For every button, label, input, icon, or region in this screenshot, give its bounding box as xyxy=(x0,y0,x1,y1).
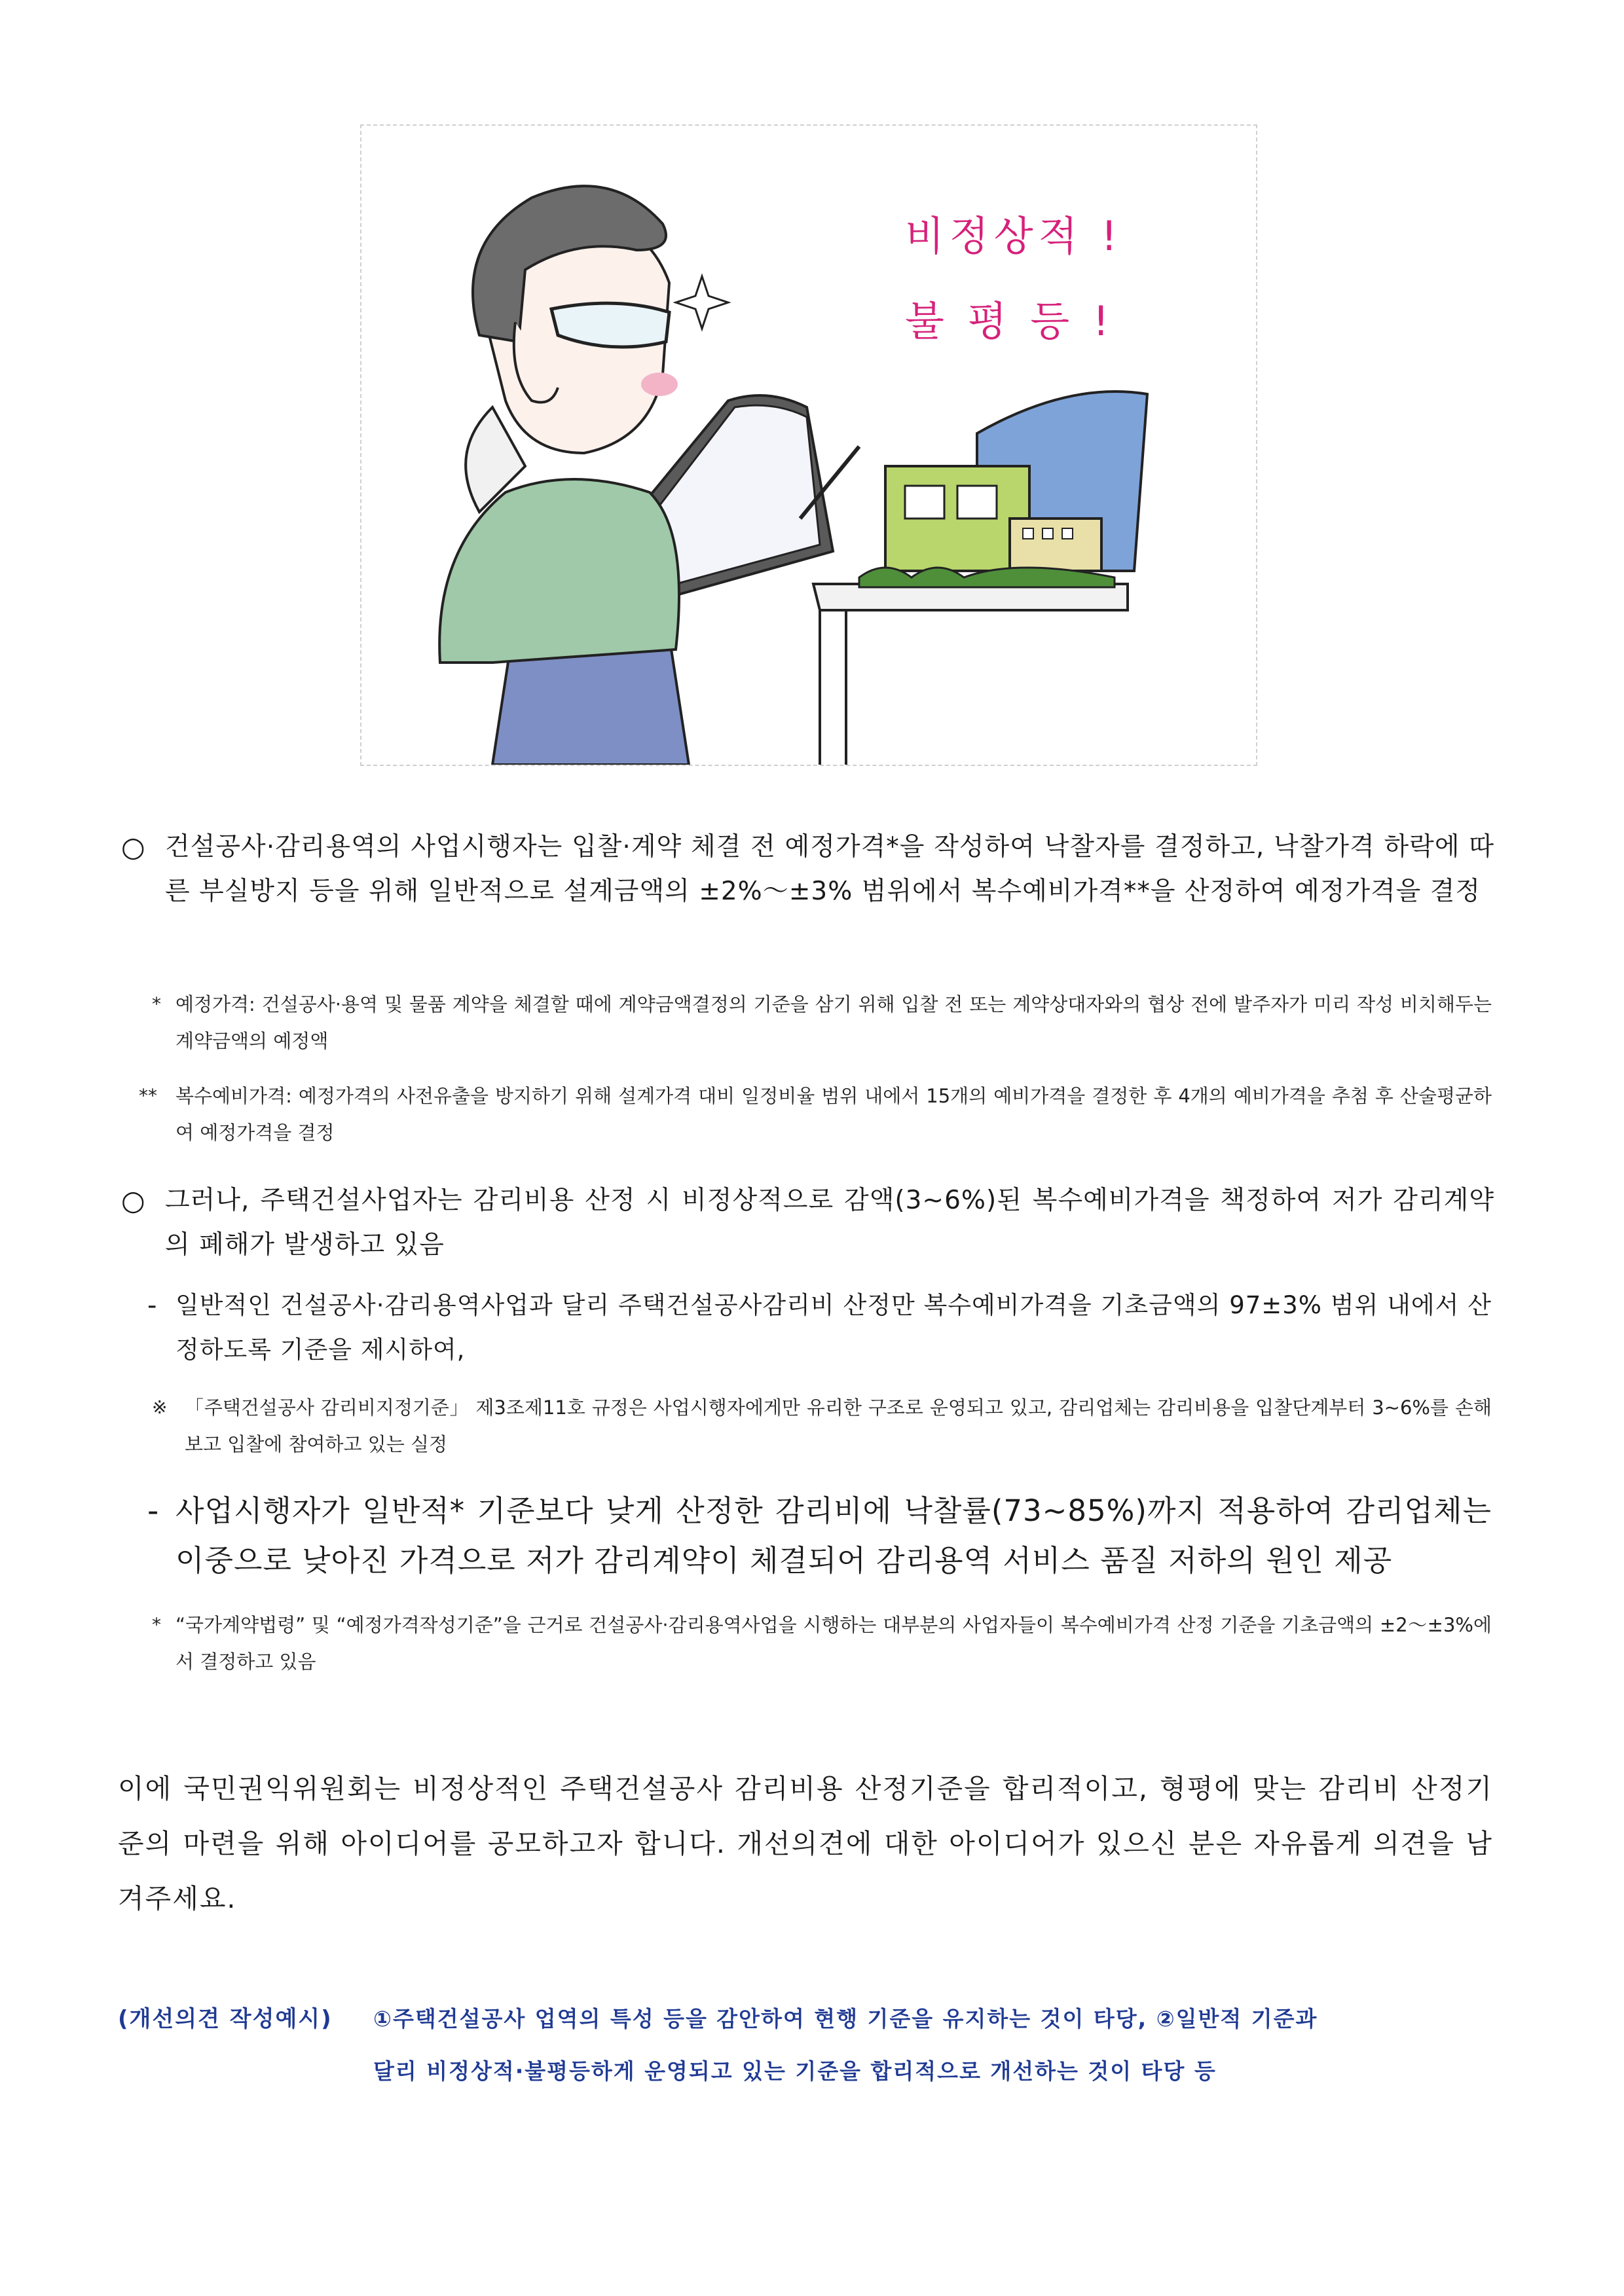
section1-bullet: ○ xyxy=(121,831,145,863)
example-line1: ①주택건설공사 업역의 특성 등을 감안하여 현행 기준을 유지하는 것이 타당, ②일반적 기준과 xyxy=(373,2006,1318,2032)
sub2-note-mark: * xyxy=(152,1614,161,1635)
ref-text: 「주택건설공사 감리비지정기준」 제3조제11호 규정은 사업시행자에게만 유리한 구조로 운영되고 있고, 감리업체는 감리비용을 입찰단계부터 3~6%를 손해보고 입찰에 참여하고 있는 실정 xyxy=(185,1396,1492,1455)
note2-text: 복수예비가격: 예정가격의 사전유출을 방지하기 위해 설계가격 대비 일정비율 범위 내에서 15개의 예비가격을 결정한 후 4개의 예비가격을 추첨 후 산술평균하여 예정가격을 결정 xyxy=(175,1085,1492,1144)
section1-text: 건설공사·감리용역의 사업시행자는 입찰·계약 체결 전 예정가격*을 작성하여 낙찰자를 결정하고, 낙찰가격 하락에 따른 부실방지 등을 위해 일반적으로 설계금액의 ±2%～±3% 범위에서 복수예비가격**을 산정하여 예정가격을 결정 xyxy=(165,832,1494,906)
cartoon-illustration xyxy=(361,126,1256,765)
illustration-frame xyxy=(360,124,1257,766)
sub2-note-text: “국가계약법령” 및 “예정가격작성기준”을 근거로 건설공사·감리용역사업을 시행하는 대부분의 사업자들이 복수예비가격 산정 기준을 기초금액의 ±2～±3%에서 결정하고 있음 xyxy=(175,1614,1492,1673)
note1-mark: * xyxy=(152,993,161,1015)
sub2-text: 사업시행자가 일반적* 기준보다 낮게 산정한 감리비에 낙찰률(73~85%)까지 적용하여 감리업체는 이중으로 낮아진 가격으로 저가 감리계약이 체결되어 감리용역 서비스 품질 저하의 원인 제공 xyxy=(175,1493,1492,1578)
section2-bullet: ○ xyxy=(121,1184,145,1216)
building-model-drawing xyxy=(859,392,1147,587)
note1-text: 예정가격: 건설공사·용역 및 물품 계약을 체결할 때에 계약금액결정의 기준을 삼기 위해 입찰 전 또는 계약상대자와의 협상 전에 발주자가 미리 작성 비치해두는 계약금액의 예정액 xyxy=(175,993,1492,1052)
closing-paragraph: 이에 국민권익위원회는 비정상적인 주택건설공사 감리비용 산정기준을 합리적이고, 형평에 맞는 감리비 산정기준의 마련을 위해 아이디어를 공모하고자 합니다. 개선의견에 대한 아이디어가 있으신 분은 자유롭게 의견을 남겨주세요. xyxy=(118,1773,1493,1914)
table-drawing xyxy=(813,584,1128,765)
section2-text: 그러나, 주택건설사업자는 감리비용 산정 시 비정상적으로 감액(3~6%)된 복수예비가격을 책정하여 저가 감리계약의 폐해가 발생하고 있음 xyxy=(165,1186,1494,1260)
example-line2: 달리 비정상적·불평등하게 운영되고 있는 기준을 합리적으로 개선하는 것이 타당 등 xyxy=(373,2058,1217,2084)
exclaim-line1: 비정상적 ! xyxy=(905,212,1123,260)
sub2-dash: - xyxy=(147,1493,159,1529)
sub1-text: 일반적인 건설공사·감리용역사업과 달리 주택건설공사감리비 산정만 복수예비가격을 기초금액의 97±3% 범위 내에서 산정하도록 기준을 제시하여, xyxy=(175,1291,1492,1364)
example-label: (개선의견 작성예시) xyxy=(118,2006,333,2032)
sub1-dash: - xyxy=(147,1290,157,1321)
ref-mark: ※ xyxy=(152,1396,168,1418)
note2-mark: ** xyxy=(139,1085,157,1106)
exclaim-line2: 불 평 등 ! xyxy=(905,297,1115,345)
